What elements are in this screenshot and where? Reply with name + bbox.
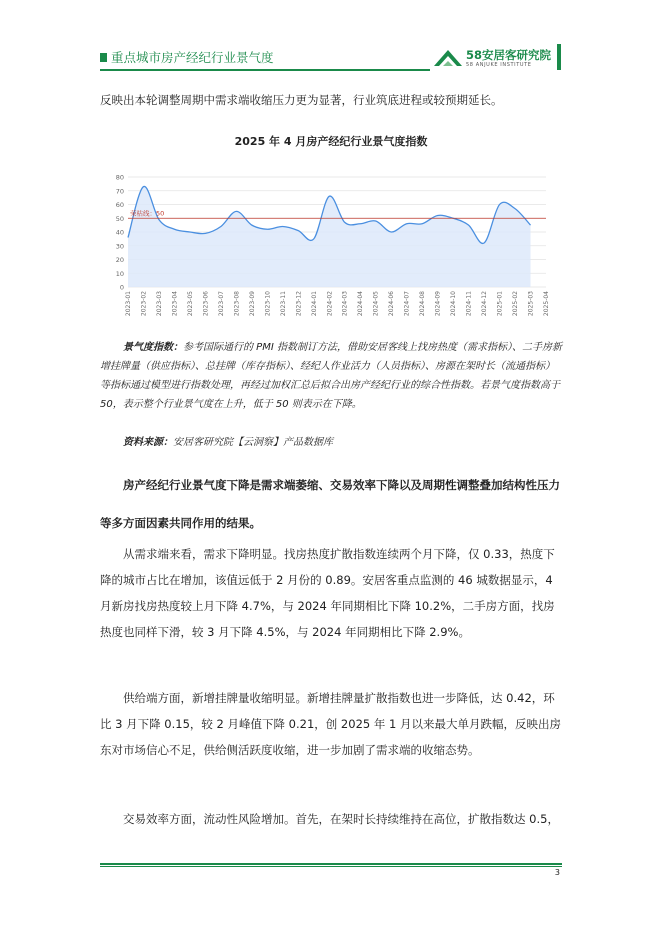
x-tick-label: 2025-02 xyxy=(512,291,520,317)
x-tick-label: 2025-04 xyxy=(543,291,550,317)
definition-text: 参考国际通行的 PMI 指数制订方法，借助安居客线上找房热度（需求指标）、二手房新增挂牌量（供应指标）、总挂牌（库存指标）、经纪人作业活力（人员指标）、房源在架时长（流通指标）等指标通过模型进行指数处理，再经过加权汇总后拟合出房产经纪行业的综合性指数。若景气度指数高于 50，表示整个行业景气度在上升，低于 50 则表示在下降。 xyxy=(100,342,562,410)
x-tick-label: 2025-01 xyxy=(496,291,504,317)
reference-line-label: 荣枯线：50 xyxy=(130,209,165,218)
x-tick-label: 2024-08 xyxy=(419,291,427,317)
x-tick-label: 2024-09 xyxy=(434,291,442,317)
y-tick-label: 30 xyxy=(115,242,124,251)
source-text: 安居客研究院【云洞察】产品数据库 xyxy=(173,437,333,448)
y-tick-label: 20 xyxy=(115,256,124,264)
paragraph-1: 房产经纪行业景气度下降是需求端萎缩、交易效率下降以及周期性调整叠加结构性压力等多方面因素共同作用的结果。 xyxy=(100,478,560,530)
y-tick-label: 10 xyxy=(115,269,124,278)
definition-label: 景气度指数： xyxy=(123,342,183,353)
y-tick-label: 70 xyxy=(115,187,124,196)
x-tick-label: 2023-02 xyxy=(140,291,148,317)
logo-name: 58安居客研究院 xyxy=(466,48,552,62)
x-tick-label: 2024-02 xyxy=(326,291,334,317)
x-tick-label: 2024-05 xyxy=(372,291,380,317)
x-tick-label: 2024-12 xyxy=(481,291,489,317)
page-number: 3 xyxy=(554,868,560,877)
section-marker-icon xyxy=(100,53,107,62)
header-rule xyxy=(100,69,430,71)
x-tick-label: 2023-04 xyxy=(171,291,179,317)
logo-bar xyxy=(557,44,561,70)
x-tick-label: 2024-10 xyxy=(450,291,458,317)
x-tick-label: 2024-01 xyxy=(310,291,318,317)
x-tick-label: 2025-03 xyxy=(527,291,535,317)
source-note xyxy=(100,433,562,452)
x-tick-label: 2023-08 xyxy=(233,291,241,317)
y-tick-label: 60 xyxy=(115,201,124,209)
x-tick-label: 2023-11 xyxy=(279,291,287,317)
paragraph-2: 从需求端来看，需求下降明显。找房热度扩散指数连续两个月下降，仅 0.33，热度下降的城市占比在增加，该值远低于 2 月份的 0.89。安居客重点监测的 46 城数据显示，4 月新房找房热度较上月下降 4.7%，与 2024 年同期相比下降 10.2%，二手房方面，找房热度也同样下滑，较 3 月下降 4.5%，与 2024 年同期相比下降 2.9%。 xyxy=(100,547,555,639)
source-label: 资料来源： xyxy=(123,437,173,448)
x-tick-label: 2023-01 xyxy=(125,291,132,317)
y-tick-label: 40 xyxy=(115,228,124,237)
x-tick-label: 2023-12 xyxy=(295,291,303,317)
x-tick-label: 2024-06 xyxy=(388,291,396,317)
x-tick-label: 2023-07 xyxy=(217,291,225,317)
x-tick-label: 2023-06 xyxy=(202,291,210,317)
y-tick-label: 80 xyxy=(115,173,124,182)
series-area xyxy=(128,186,531,287)
x-tick-label: 2024-04 xyxy=(357,291,365,317)
x-tick-label: 2023-03 xyxy=(155,291,163,317)
y-tick-label: 50 xyxy=(115,214,124,223)
x-tick-label: 2024-03 xyxy=(341,291,349,317)
x-tick-label: 2024-07 xyxy=(403,291,411,317)
logo-subtitle: 58 ANJUKE INSTITUTE xyxy=(466,62,532,68)
x-tick-label: 2024-11 xyxy=(465,291,473,317)
footer-rule-thin xyxy=(100,866,562,867)
x-tick-label: 2023-10 xyxy=(264,291,272,317)
definition-note xyxy=(100,338,562,414)
roof-logo-icon xyxy=(432,44,464,70)
paragraph-4: 交易效率方面，流动性风险增加。首先，在架时长持续维持在高位，扩散指数达 0.5， xyxy=(123,812,559,826)
institute-logo xyxy=(432,44,567,74)
index-chart xyxy=(108,165,554,327)
footer-rule xyxy=(100,863,562,865)
x-tick-label: 2023-05 xyxy=(186,291,194,317)
intro-line: 反映出本轮调整周期中需求端收缩压力更为显著，行业筑底进程或较预期延长。 xyxy=(100,93,503,107)
paragraph-3: 供给端方面，新增挂牌量收缩明显。新增挂牌量扩散指数也进一步降低，达 0.42，环比 3 月下降 0.15，较 2 月峰值下降 0.21，创 2025 年 1 月以来最大单月跌幅，反映出房东对市场信心不足，供给侧活跃度收缩，进一步加剧了需求端的收缩态势。 xyxy=(100,691,561,757)
chart-title: 2025 年 4 月房产经纪行业景气度指数 xyxy=(234,135,428,148)
section-title: 重点城市房产经纪行业景气度 xyxy=(111,50,274,65)
x-tick-label: 2023-09 xyxy=(248,291,256,317)
y-tick-label: 0 xyxy=(119,283,124,292)
